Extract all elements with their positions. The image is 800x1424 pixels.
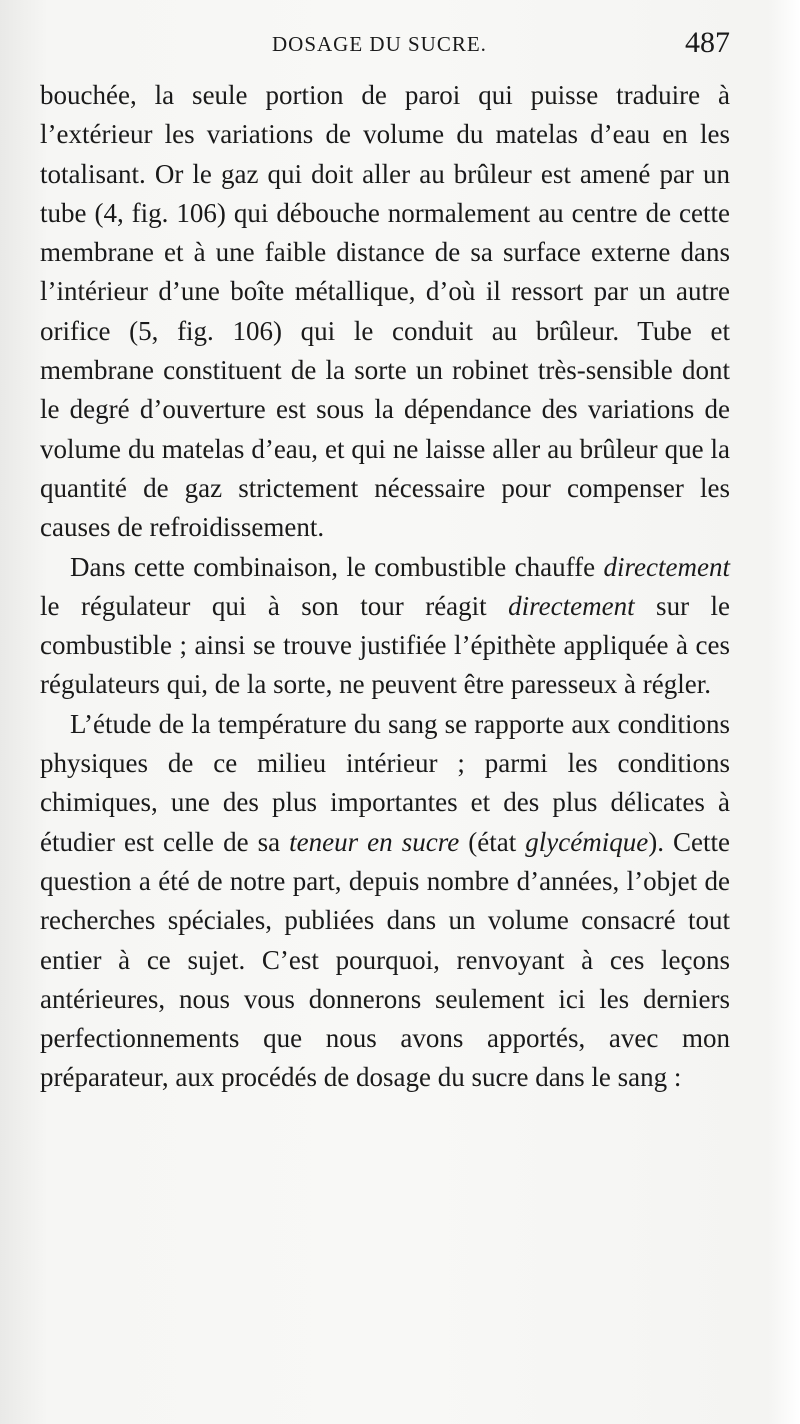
body-text <box>40 76 730 1098</box>
paragraph-1 <box>40 76 730 548</box>
italic-term: teneur en sucre <box>289 826 460 857</box>
paragraph-segment: L’étude de la température du sang se rapporte aux conditions physiques de ce milieu intérieur ; parmi les conditions chimiques, une des plus importantes et des plus délicates à étudier est celle de sa <box>40 708 730 857</box>
italic-term: directement <box>508 590 635 621</box>
paragraph-segment: le régulateur qui à son tour réagit <box>40 590 509 621</box>
paragraph-segment: (état <box>459 826 526 857</box>
paragraph-3 <box>40 705 730 1098</box>
page-number: 487 <box>685 26 730 59</box>
page-header <box>40 26 730 66</box>
paragraph-segment: Dans cette combinaison, le combustible chauffe <box>70 551 604 582</box>
running-head: DOSAGE DU SUCRE. <box>272 32 487 56</box>
italic-term: directement <box>603 551 730 582</box>
paragraph-segment: bouchée, la seule portion de paroi qui puisse traduire à l’extérieur les variations de volume du matelas d’eau en les totalisant. Or le gaz qui doit aller au brûleur est amené par un tube (4, fig. 106) qui débouche normalement au centre de cette membrane et à une faible distance de sa surface externe dans l’intérieur d’une boîte métallique, d’où il ressort par un autre orifice (5, fig. 106) qui le conduit au brûleur. Tube et membrane constituent de la sorte un robinet très-sensible dont le degré d’ouverture est sous la dépendance des variations de volume du matelas d’eau, et qui ne laisse aller au brûleur que la quantité de gaz strictement nécessaire pour compenser les causes de refroidissement. <box>40 80 730 543</box>
paragraph-segment: sur le combustible ; ainsi se trouve justifiée l’épithète appliquée à ces régulateurs qui, de la sorte, ne peuvent être paresseux à régler. <box>40 590 731 700</box>
paragraph-segment: ). Cette question a été de notre part, depuis nombre d’années, l’objet de recherches spéciales, publiées dans un volume consacré tout entier à ce sujet. C’est pourquoi, renvoyant à ces leçons antérieures, nous vous donnerons seulement ici les derniers perfectionnements que nous avons apportés, avec mon préparateur, aux procédés de dosage du sucre dans le sang : <box>40 826 730 1093</box>
paragraph-2 <box>40 548 730 705</box>
italic-term: glycémique <box>525 826 649 857</box>
